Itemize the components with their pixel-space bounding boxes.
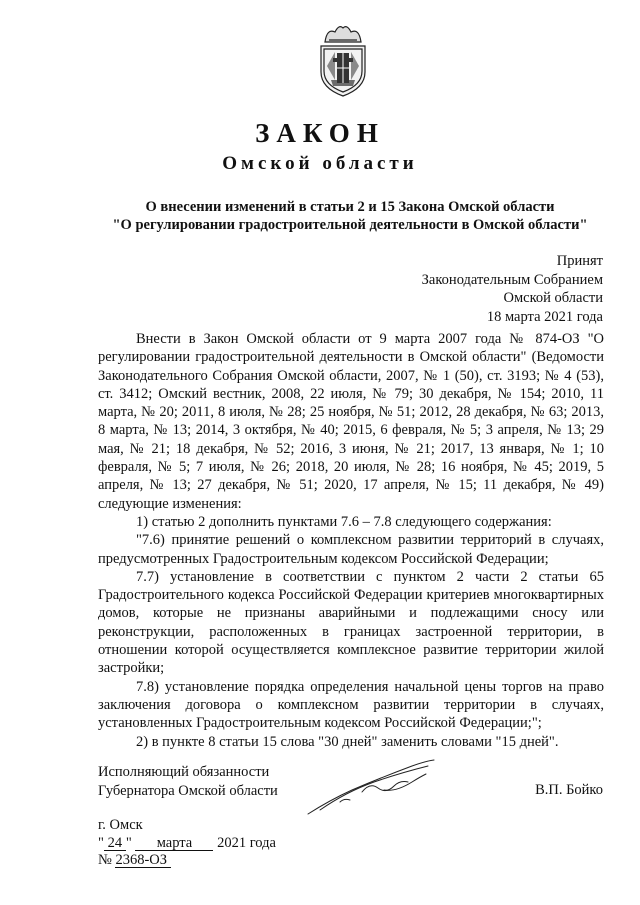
signer-name: В.П. Бойко <box>535 782 603 798</box>
coat-of-arms-icon <box>313 22 373 98</box>
subject-line-2: "О регулировании градостроительной деятельности в Омской области" <box>112 217 588 233</box>
signer-position-line-1: Исполняющий обязанности <box>98 764 270 780</box>
adopted-region: Омской области <box>503 290 603 306</box>
adoption-block <box>343 252 603 326</box>
law-body <box>98 330 604 751</box>
body-paragraph-7-8: 7.8) установление порядка определения начальной цены торгов на право заключения договора о комплексном развитии территории в случаях, установленных Градостроительным кодексом Российской Федерации;"; <box>98 678 604 732</box>
place-and-date-block <box>98 817 276 870</box>
body-paragraph-intro: Внести в Закон Омской области от 9 марта 2007 года № 874-ОЗ "О регулировании градостроительной деятельности в Омской области" (Ведомости Законодательного Собрания Омской области, 2007, № 1 (50), ст. 3193; № 4 (53), ст. 3412; Омский вестник, 2008, 22 июля, № 79; 30 декабря, № 154; 2010, 11 марта, № 20; 2011, 8 июля, № 28; 25 ноября, № 51; 2012, 28 декабря, № 63; 2013, 8 марта, № 13; 2014, 3 октября, № 40; 2015, 6 февраля, № 5; 3 апреля, № 13; 29 мая, № 21; 18 декабря, № 52; 2016, 3 июня, № 21; 2017, 13 января, № 1; 10 февраля, № 5; 7 июля, № 26; 2018, 20 июля, № 28; 16 ноября, № 45; 2019, 5 апреля, № 13; 27 декабря, № 51; 2020, 17 апреля, № 15; 11 декабря, № 49) следующие изменения: <box>98 331 604 512</box>
date-quote-close: " <box>125 834 132 851</box>
body-paragraph-7-6: "7.6) принятие решений о комплексном развитии территорий в случаях, предусмотренных Градостроительным кодексом Российской Федерации; <box>98 532 604 567</box>
signer-position-line-2: Губернатора Омской области <box>98 783 278 799</box>
body-paragraph-7-7: 7.7) установление в соответствии с пунктом 2 части 2 статьи 65 Градостроительного кодекса Российской Федерации критериев многоквартирных домов, которые не признаны аварийными и подлежащими сносу или реконструкции, расположенных в границах застроенной территории, в отношении которой осуществляется комплексное развитие территории жилой застройки; <box>98 568 604 677</box>
law-number-prefix: № <box>98 852 112 868</box>
document-title: ЗАКОН <box>255 118 385 148</box>
date-month: марта <box>135 836 213 851</box>
law-number <box>98 852 276 870</box>
date-year: 2021 года <box>217 834 276 851</box>
adopted-label: Принят <box>556 253 603 269</box>
signing-date <box>98 835 276 853</box>
adopted-by: Законодательным Собранием <box>421 271 603 288</box>
date-quote-open: " <box>98 834 104 851</box>
signer-position <box>98 763 278 801</box>
body-paragraph-item-1: 1) статью 2 дополнить пунктами 7.6 – 7.8 следующего содержания: <box>136 513 552 530</box>
subject-line-1: О внесении изменений в статьи 2 и 15 Закона Омской области <box>145 199 555 215</box>
body-paragraph-item-2: 2) в пункте 8 статьи 15 слова "30 дней" заменить словами "15 дней". <box>136 733 559 750</box>
handwritten-signature <box>300 752 450 822</box>
law-number-value: 2368-ОЗ <box>115 853 171 868</box>
city: г. Омск <box>98 817 143 833</box>
law-subject <box>60 198 640 234</box>
date-day: 24 <box>104 836 126 851</box>
document-subtitle: Омской области <box>222 153 418 174</box>
adopted-date: 18 марта 2021 года <box>486 308 603 325</box>
